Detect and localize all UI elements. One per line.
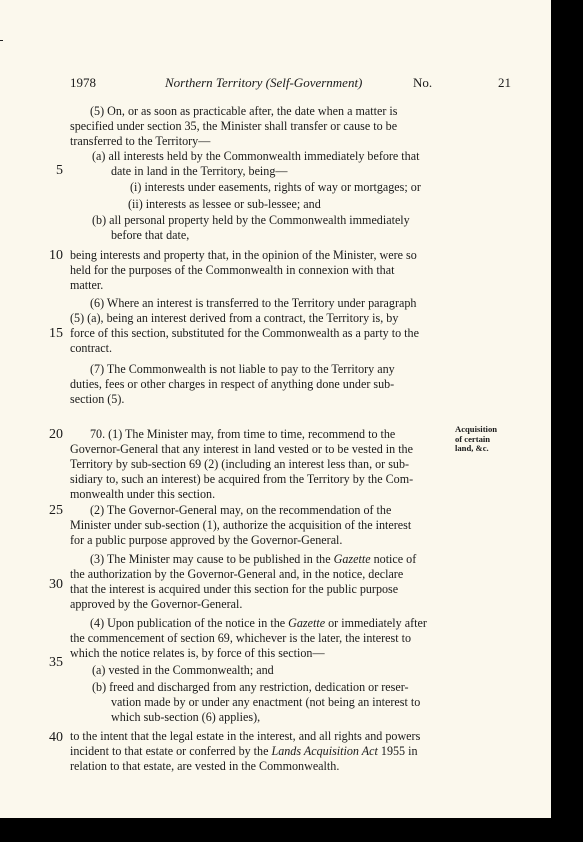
text-line: before that date, [111, 228, 190, 242]
header-number-label: No. [413, 75, 433, 90]
text-line: Territory by sub-section 69 (2) (including an interest less than, or sub- [70, 457, 410, 471]
text-line: specified under section 35, the Minister shall transfer or cause to be [70, 119, 398, 133]
section-heading-line: 70. (1) The Minister may, from time to time, recommend to the [90, 427, 396, 441]
text-line: section (5). [70, 392, 125, 406]
text-line: vation made by or under any enactment (not being an interest to [111, 695, 421, 709]
margin-note-line: land, &c. [455, 443, 489, 453]
line-number: 15 [49, 326, 63, 341]
list-item-a: (a) all interests held by the Commonwealth immediately before that [92, 149, 420, 163]
act-title: Lands Acquisition Act [271, 744, 378, 758]
text-line: monwealth under this section. [70, 487, 216, 501]
text-line: Governor-General that any interest in land vested or to be vested in the [70, 442, 413, 456]
text-line: that the interest is acquired under this section for the public purpose [70, 582, 399, 596]
header-year: 1978 [70, 75, 96, 90]
text-line: (4) Upon publication of the notice in the Gazette or immediately after [90, 616, 427, 630]
text-line: which the notice relates is, by force of this section— [70, 646, 325, 660]
italic-term: Gazette [288, 616, 326, 630]
line-number: 40 [49, 730, 63, 745]
margin-note [455, 425, 497, 454]
text-line: (7) The Commonwealth is not liable to pay to the Territory any [90, 362, 395, 376]
text-line: the commencement of section 69, whichever is the later, the interest to [70, 631, 412, 645]
text-line: (6) Where an interest is transferred to the Territory under paragraph [90, 296, 417, 310]
text-line: (5) (a), being an interest derived from a contract, the Territory is, by [70, 311, 399, 325]
text-line: Minister under sub-section (1), authorize the acquisition of the interest [70, 518, 412, 532]
text-line: for a public purpose approved by the Governor-General. [70, 533, 343, 547]
text-line: to the intent that the legal estate in the interest, and all rights and powers [70, 729, 421, 743]
text-line: (5) On, or as soon as practicable after, the date when a matter is [90, 104, 398, 118]
list-item-i: (i) interests under easements, rights of way or mortgages; or [130, 180, 421, 194]
text-line: contract. [70, 341, 112, 355]
line-number: 35 [49, 655, 63, 670]
page-number: 21 [498, 75, 511, 90]
text-line: (2) The Governor-General may, on the recommendation of the [90, 503, 392, 517]
text-line: approved by the Governor-General. [70, 597, 243, 611]
line-number: 5 [56, 163, 63, 178]
text-line: held for the purposes of the Commonwealth in connexion with that [70, 263, 395, 277]
line-number: 10 [49, 248, 63, 263]
text-line: the authorization by the Governor-General and, in the notice, declare [70, 567, 404, 581]
line-number: 20 [49, 427, 63, 442]
list-item-ii: (ii) interests as lessee or sub-lessee; and [128, 197, 321, 211]
margin-note-line: Acquisition [455, 424, 498, 434]
margin-note-line: of certain [455, 433, 491, 444]
edge-mark [0, 40, 3, 41]
text-line: transferred to the Territory— [70, 134, 211, 148]
italic-term: Gazette [333, 552, 371, 566]
text-line: which sub-section (6) applies), [111, 710, 261, 724]
line-number: 25 [49, 503, 63, 518]
list-item-b: (b) freed and discharged from any restriction, dedication or reser- [92, 680, 409, 694]
text-line: force of this section, substituted for the Commonwealth as a party to the [70, 326, 419, 340]
text-line: being interests and property that, in the opinion of the Minister, were so [70, 248, 417, 262]
text-line: date in land in the Territory, being— [111, 164, 288, 178]
text-line: (3) The Minister may cause to be published in the Gazette notice of [90, 552, 417, 566]
text-line: relation to that estate, are vested in the Commonwealth. [70, 759, 340, 773]
text-line: incident to that estate or conferred by the Lands Acquisition Act 1955 in [70, 744, 418, 758]
text-line: duties, fees or other charges in respect of anything done under sub- [70, 377, 395, 391]
text-line: matter. [70, 278, 104, 292]
header-title: Northern Territory (Self-Government) [165, 75, 363, 90]
list-item-a: (a) vested in the Commonwealth; and [92, 663, 274, 677]
line-number: 30 [49, 577, 63, 592]
text-line: sidiary to, such an interest) be acquired from the Territory by the Com- [70, 472, 414, 486]
list-item-b: (b) all personal property held by the Commonwealth immediately [92, 213, 410, 227]
